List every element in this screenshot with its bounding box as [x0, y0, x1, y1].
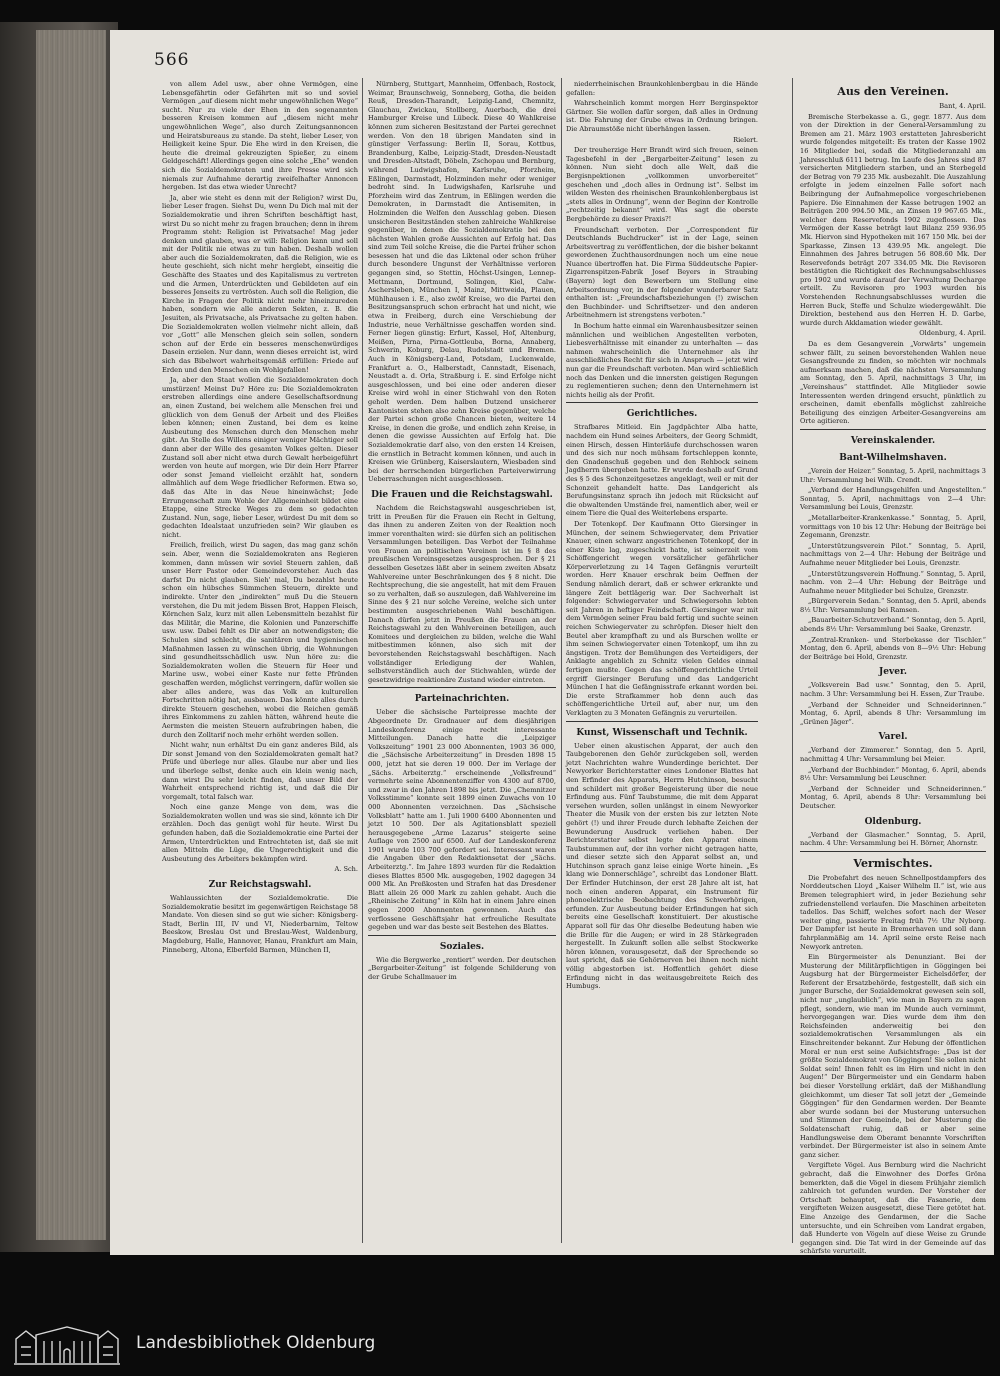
- calendar-entry: „Verband der Handlungsgehilfen und Angestellten.“ Sonntag, 5. April, nachmittags von 2—4 Uhr: Versammlung bei Louis, Grenzstr.: [800, 486, 986, 512]
- library-footer: [0, 1316, 1000, 1376]
- calendar-entry: „Unterstützungsverein Pilot.“ Sonntag, 5. April, nachmittags von 2—4 Uhr: Hebung der Beiträge und Aufnahme neuer Mitglieder bei Louis, Grenzstr.: [800, 541, 986, 567]
- paragraph: niederrheinischen Braunkohlenbergbau in die Hände gefallen:: [566, 80, 758, 97]
- calendar-entry: „Unterstützungsverein Hoffnung.“ Sonntag, 5. April, nachm. von 2—4 Uhr: Hebung der Beiträge und Aufnahme neuer Mitglieder bei Schulze, Grenzstr.: [800, 569, 986, 595]
- paragraph: Die Probefahrt des neuen Schnellpostdampfers des Norddeutschen Lloyd „Kaiser Wilhelm II.“ ist, wie aus Bremen telegraphiert wird, in jeder Beziehung sehr zufriedenstellend verlaufen. Die Maschinen arbeiteten tadellos. Das Schiff, welches sofort nach der Weser weiter ging, passierte Freitag früh 7½ Uhr Nyborg. Der Dampfer ist heute in Bremerhaven und soll dann fahrplanmäßig am 14. April seine erste Reise nach Newyork antreten.: [800, 873, 986, 951]
- paragraph: Vergiftete Vögel. Aus Bernburg wird die Nachricht gebracht, daß die Einwohner des Dorfes Gröna bemerkten, daß die Vögel in diesem Frühjahr ziemlich zahlreich tot gefunden wurden. Der Vorsteher der Ortschaft behauptet, daß die Fasanerie, dem vergifteten Weizen ausgesetzt, diese Tiere getötet hat. Eine Anzeige des Gendarmen, der die Sache untersuchte, und ein Schreiben vom Landrat ergaben, daß Hunderte von Vögeln auf diese Weise zu Grunde gegangen sind. Die Tat wird in der Gemeinde auf das schärfste verurteilt.: [800, 1161, 986, 1256]
- calendar-entry: „Verband der Schneider und Schneiderinnen.“ Montag, 6. April, abends 8 Uhr: Versammlung bei Deutscher.: [800, 784, 986, 810]
- paragraph: Nachdem die Reichstagswahl ausgeschrieben ist, tritt in Preußen für die Frauen ein Recht in Geltung, das ihnen zu anderen Zeiten von der Reaktion noch immer vorenthalten wird: sie dürfen sich an politischen Versammlungen beteiligen. Das Verbot der Teilnahme von Frauen an politischen Vereinen ist im § 8 des preußischen Vereinsgesetzes ausgesprochen. Der § 21 desselben Gesetzes läßt aber in seinem zweiten Absatz Wahlvereine unter Beschränkungen des § 8 nicht. Die Rechtsprechung, die sie angestellt, hat mit dem Frauen so zu verhalten, daß so auszulegen, daß Wahlvereine im Sinne des § 21 nur solche Vereine, welche sich unter bestimmten ausgeschriebenen Wahl beschäftigen. Danach dürfen jetzt in Preußen die Frauen an der Reichstagswahl zu den Wahlvereinen beteiligen, auch Komitees und dergleichen zu bilden, welche die Wahl mitbestimmen können, also sich mit der bevorstehenden Reichstagswahl beschäftigen. Nach vollständiger Erledigung der Wahlen, selbstverständlich auch der Stichwahlen, würde der gesetzwidrige reaktionäre Zustand wieder eintreten.: [368, 503, 556, 684]
- page-number: 566: [154, 50, 190, 70]
- paragraph: Der treuherzige Herr Brandt wird sich freuen, seinen Tagesbefehl in der „Bergarbeiter-Zeitung“ lesen zu können. Nun sieht doch alle Welt, daß die Bergisnpektionen „vollkommen unvorbereitet“ geschehen und „doch alles in Ordnung ist“. Selbst im wilden Westen des rheinischen Braunkohlenbergbaus ist „stets alles in Ordnung“, wenn der Beginn der Kontrolle „rechtzeitig bekannt“ wird. Was sagt die oberste Bergbehörde zu dieser Praxis?!: [566, 146, 758, 223]
- section-heading: Gerichtliches.: [626, 409, 698, 420]
- library-building-icon: [12, 1323, 122, 1367]
- paragraph: Ein Bürgermeister als Denunziant. Bei der Musterung der Militärpflichtigen in Göggingen bei Augsburg hat der Bürgermeister Eichelsdörfer, der Referent der Ersatzbehörde, festgestellt, daß sich ein junger Bursche, der Sozialdemokrat gewesen sein soll, nicht nur „unglaublich“, wie man in Bayern zu sagen pflegt, sondern, wie man im Munde auch vernimmt, hervorgegangen war. Dies wurde dem ihm den Reichsfeinden anderweitig bei den sozialdemokratischen Versammlungen als ein Einschreitender bekannt. Zur Hebung der öffentlichen Moral er nun erst seine Aufsichtsfrage: „Das ist der größte Sozialdemokrat von Göggingen! Sie sollen nicht Soldat sein! Ihnen fehlt es im Hirn und nicht in den Augen!“ Der Bürgermeister und ein Gendarm haben bei dieser Vorstellung erklärt, daß der Mißhandlung gleichkommt, um dieser Tat soll jetzt der „Gemeinde Göggingen“ für den Gendarmen werden. Der Beamte aber wurde sodann bei der Musterung untersuchen und Stimmen der Gemeinde, bei der Musterung die Soldatenschaft ruhig, daß er aber seine Handlungsweise dem Oberamt benannte Vorschriften verbindet. Der Bürgermeister ist also in seinem Amte ganz sicher.: [800, 953, 986, 1159]
- paragraph: Ja, aber den Staat wollen die Sozialdemokraten doch umstürzen! Meinst Du? Höre zu: Die Sozialdemokraten erstreben allerdings eine andere Gesellschaftsordnung an, einen Zustand, bei welchem alle Menschen frei und glücklich von dem Genuß der Arbeit und des Fleißes leben können; einen Zustand, bei dem es keine Ausbeutung des Menschen durch den Menschen mehr gibt. An Stelle des Willens einiger weniger Mächtiger soll dann aber der Wille des gesamten Volkes gelten. Dieser Zustand soll aber nicht etwa durch Gewalt herbeigeführt werden von heute auf morgen, wie Dir dein Herr Pfarrer oder sonst Jemand vielleicht erzählt hat, sondern allmählich auf dem Wege friedlicher Reformen. Etwa so, daß das Alte in das Neue hineinwächst; Jede Errungenschaft zum Wohle der Allgemeinheit bildet eine Etappe, eine Strecke Weges zu dem so gedachten Zustand. Nun, sage, lieber Leser, würdest Du mit dem so gedachten Idealstaat unzufrieden sein? Wir glauben es nicht.: [162, 376, 358, 539]
- page-edges: [36, 30, 106, 1240]
- section-heading: Aus den Vereinen.: [837, 85, 949, 98]
- column-rule: [561, 78, 562, 1243]
- section-divider: [368, 687, 556, 688]
- section-heading: Vereinskalender.: [850, 435, 936, 446]
- section-heading: Kunst, Wissenschaft und Technik.: [576, 727, 748, 738]
- paragraph: Wie die Bergwerke „rentiert“ werden. Der deutschen „Bergarbeiter-Zeitung“ ist folgende Schilderung von der Grube Schallmauer im: [368, 955, 556, 981]
- library-name: Landesbibliothek Oldenburg: [136, 1333, 376, 1353]
- calendar-entry: „Metallarbeiter-Krankenkasse.“ Sonntag, 5. April, vormittags von 10 bis 12 Uhr: Hebung der Beiträge bei Zegemann, Grenzstr.: [800, 513, 986, 540]
- paragraph: Bremische Sterbekasse a. G., gegr. 1877. Aus dem von der Direktion in der General-Versammlung zu Bremen am 21. März 1903 erstatteten Jahresbericht wurde folgendes mitgeteilt: Es traten der Kasse 1902 16 Mitglieder bei, sodaß die Mitgliederanzahl am Jahresschluß 6111 betrug. Im Laufe des Jahres sind 87 versicherten Mitgliedern starben, und an Sterbegeld der Betrag von 79 235 Mk. ausbezahlt. Die Auszahlung erfolgte in jedem einzelnen Falle sofort nach Beibringung der Aufnahmepolice vorgeschriebenen Papiere. Die Einnahmen der Kasse betrugen 1902 an Beiträgen 200 994.50 Mk., an Zinsen 19 967.65 Mk., welcher dem Reservefonds 1902 zugeflossen. Das Vermögen der Kasse beträgt laut Bilanz 259 936.95 Mk. Hiervon sind Hypotheken mit 167 150 Mk. bei der Sparkasse, Zinsen 13 439.95 Mk. angelegt. Die Einnahmen des Jahres betrugen 56 808.60 Mk. Der Reservefonds beträgt 207 334.05 Mk. Die Revisoren bestätigten die Richtigkeit des Rechnungsabschlusses pro 1902 und wurde darauf der Verwaltung Decharge erteilt. Zu Revisoren pro 1903 wurden bis Vorstehenden Rechnungsabschlusses wurden die Herren Buck, Steffe und Schulze wiedergewählt. Die Direktion, bestehend aus den Herren H. D. Garbe, wurde durch Akklamation wieder gewählt.: [800, 112, 986, 327]
- paragraph: Ja, aber wie steht es denn mit der Religion? wirst Du, lieber Leser fragen. Siehst Du, wenn Du Dich mal mit der Sozialdemokratie und ihren Schriften beschäftigt hast, wirst Du so nicht mehr zu fragen brauchen; denn in ihrem Programm steht: Religion ist Privatsache! Mag jeder denken und glauben, was er will: Religion kann und soll mit der Politik nie etwas zu tun haben. Deshalb wollen aber auch die Sozialdemokraten, daß die Religion, wie es heute geschieht, sich nicht mehr herglebt, einseitig die Geschäfte des Staates und des Kapitalismus zu vertreten und die Armen, Unterdrückten und Gebildeten auf ein besseres Jenseits zu vertrösten. Auch soll die Religion, die Kirche in Fragen der Politik nicht mehr hineinzureden haben, sondern wie alle anderen Sekten, z. B. die Jesuiten, als Privatsache, als Privatsache zu gelten haben. Die Sozialdemokraten wollen vielmehr nicht allein, daß vor „Gott“ alle Menschen gleich sein sollen, sondern schon auf der Erde ein besseres menschenwürdiges Dasein erzielen. Nur dann, wenn dieses erreicht ist, wird sich das Bibelwort wahrheitsgemäß erfüllen: Friede auf Erden und den Menschen ein Wohlgefallen!: [162, 193, 358, 374]
- calendar-entry: „Verband der Buchbinder.“ Montag, 6. April, abends 8½ Uhr: Versammlung bei Leuschner.: [800, 765, 986, 783]
- paragraph: Freundschaft verboten. Der „Correspondent für Deutschlands Buchdrucker“ ist in der Lage, seinen Arbeitsvertrag zu veröffentlichen, der die bisher bekannt gewordenen Zuchthausordnungen noch um eine neue Nuance übertroffen hat. Die Firma Süddeutsche Papier-Zigarrenspitzen-Fabrik Josef Beyers in Straubing (Bayern) legt den Bewerbern um Stellung eine Arbeitsordnung vor, in der folgender wunderbarer Satz enthalten ist: „Freundschaftsbeziehungen (!) zwischen den Buchbinder- und Schriftsetzer- und den anderen Arbeitnehmern ist strengstens verboten.“: [566, 225, 758, 320]
- section-heading: Die Frauen und die Reichstagswahl.: [371, 489, 553, 500]
- paragraph: Noch eine ganze Menge von dem, was die Sozialdemokraten wollen und was sie sind, könnte ich Dir erzählen. Doch das genügt wohl für heute. Wirst Du gefunden haben, daß die Sozialdemokratie eine Partei der Armen, Unterdrückten und Entrechteten ist, daß sie mit allen Mitteln die Lüge, die Ungerechtigkeit und die Ausbeutung des Arbeiters bekämpfen wird.: [162, 803, 358, 863]
- paragraph: Nürnberg, Stuttgart, Mannheim, Offenbach, Rostock, Weimar, Braunschweig, Sonneberg, Gotha, die beiden Reuß, Dresden-Tharandt, Leipzig-Land, Chemnitz, Glauchau, Zwickau, Stollberg, Auerbach, die drei Hamburger Kreise und Lübeck. Diese 40 Wahlkreise können zum sicheren Besitzstand der Partei gerechnet werden. Von den 18 übrigen Mandaten sind in günstiger Verfassung: Berlin II, Sorau, Kottbus, Brandenburg, Kalbe, Leipzig-Stadt, Dresden-Neustadt und Dresden-Altstadt, Döbeln, Zschopau und Bernburg, während Ludwigshafen, Karlsruhe, Pforzheim, Eßlingen, Darmstadt, Holzminden mehr oder weniger bedroht sind. In Ludwigshafen, Karlsruhe und Pforzheim wird das Zentrum, in Eßlingen werden die Demokraten, in Darmstadt die Antisemiten, in Holzminden die Welfen den Ausschlag geben. Diesen unsicheren Besitzständen stehen zahlreiche Wahlkreise gegenüber, in denen die Sozialdemokratie bei den nächsten Wahlen große Aussichten auf Erfolg hat. Das sind zum Teil solche Kreise, die die Partei früher schon besessen hat und die das Liktenal oder schon früher durch besondere Ungunst der Verhältnisse verloren gegangen sind, so Stettin, Höchst-Usingen, Lennep-Mettmann, Dortmund, Solingen, Kiel, Calw-Aschersleben, München I, Mainz, Mittweida, Plauen, Mühlhausen i. E., also zwölf Kreise, wo die Partei den Besitzungsanspruch schon erbracht hat und nicht, wie etwa in Freiberg, durch eine Verschiebung der Industrie, neue Verhältnisse geschaffen worden sind. Ferner liegen günstig: Erfurt, Kassel, Hof, Altenburg, Meißen, Pirna, Pirna-Gottleuba, Borna, Annaberg, Schwerin, Koburg, Delau, Rudolstadt und Bremen. Auch in Königsberg-Land, Potsdam, Luckenwalde, Frankfurt a. O., Halberstadt, Cannstadt, Eisenach, Neustadt a. d. Orla, Straßburg i. E. sind Erfolge nicht ausgeschlossen, und bei eine oder anderen dieser Kreise wird wohl in einer Stichwahl von den Roten geholt werden. Dem halben Dutzend unsicherer Kantonisten stehen also zehn Kreise gegenüber, welche der Partei schon große Chancen bieten, weitere 14 Kreise, in denen die große, und endlich zehn Kreise, in denen die gewisse Aussichten auf Erfolg hat. Die Sozialdemokratie darf also, von den ersten 14 Kreisen, die ernstlich in Betracht kommen können, und auch in Kreisen wie Grünberg, Kaiserslautern, Wiesbaden sind bei der herrschenden bürgerlichen Parteiverwirrung Ueberraschungen nicht ausgeschlossen.: [368, 80, 556, 484]
- paragraph: von allem Adel usw., aber ohne Vermögen, eine Lebensgefährtin oder Gefährten mit so und soviel Vermögen „auf diesem nicht mehr ungewöhnlichen Wege“ sucht. Nur zu viele der Ehen in den sogenannten besseren Kreisen kommen auf „diesem nicht mehr ungewöhnlichen Wege“, also durch Zeitungsannoncen und Heiratsbureaus zu stande. Da steht, lieber Leser, von Heiligkeit keine Spur. Die Ehe wird in den Kreisen, die heute die dreimal gekreuzigten Spießer, zu einem Geldgeschäft! Allerdings gegen eine solche „Ehe“ wenden sich die Sozialdemokraten und ihre Presse wird sich niemals zur Aufnahme derartig zweifelhafter Annoncen hergeben. Ist das etwa wieder Unrecht?: [162, 80, 358, 192]
- calendar-entry: „Zentral-Kranken- und Sterbekasse der Tischler.“ Montag, den 6. April, abends von 8—9½ Uhr: Hebung der Beiträge bei Hold, Grenzstr.: [800, 635, 986, 661]
- section-divider: [566, 402, 758, 403]
- calendar-entry: „Bauarbeiter-Schutzverband.“ Sonntag, den 5. April, abends 8½ Uhr: Versammlung bei Saake, Grenzstr.: [800, 616, 986, 634]
- section-divider: [800, 851, 986, 852]
- calendar-entry: „Verband der Glasmacher.“ Sonntag, 5. April, nachm. 4 Uhr: Versammlung bei H. Börner, Ahornstr.: [800, 830, 986, 848]
- column-rule: [362, 78, 363, 1243]
- dateline: Bant, 4. April.: [939, 102, 986, 110]
- author-signature: Rielert.: [733, 135, 758, 144]
- section-divider: [566, 721, 758, 722]
- subheading: Varel.: [878, 732, 908, 743]
- paragraph: Ueber einen akustischen Apparat, der auch den Taubgeborenen den Gehör zurückgeben soll, werden jetzt Nachrichten wahre Wunderdinge berichtet. Der Newyorker Berichterstatter eines Londoner Blattes hat den Erfinder des Apparats, Herrn Hutchinson, besucht und schildert mit großer Begeisterung über die neue Erfindung aus. Fünf Taubstumme, die mit dem Apparat versehen wurden, sollen unlängst in einem Newyorker Theater die Musik von der ersten bis zur letzten Note gehört (!) und ihrer Freude durch lebhafte Zeichen der Bewunderung Ausdruck verliehen haben. Der Berichterstatter selbst legte den Apparat einem Taubstummen auf, der ihn vorher nicht getragen hatte, und dieser setzte sich den Apparat selbst an, und Hutchinson sprach ganz leise einige Worte hinein. „Es klang wie Donnerschläge“, schreibt das Londoner Blatt. Der Erfinder Hutchinson, der erst 28 Jahre alt ist, hat noch einen anderen Apparat, ein Instrument für phonoelektrische Beobachtung des Schwerhörigen, erfunden. Zur Ausbeutung beider Erfindungen hat sich bereits eine Gesellschaft konstituiert. Der akustische Apparat soll für das Ohr dieselbe Bedeutung haben wie die Brille für die Augen; er wird in 28 Stärkegraden hergestellt. In Zukunft sollen alle selbst Stockwerke hören können, vorausgesetzt, daß der Sprechende so laut spricht, daß sie Gehörnerven bei ihnen noch nicht völlig abgestorben ist. Hoffentlich gehört diese Erfindung nicht in das weitausgebreitete Reich des Humbugs.: [566, 741, 758, 991]
- subheading: Jever.: [879, 667, 907, 678]
- paragraph: Wahrscheinlich kommt morgen Herr Berginspektor Gärtner. Sie wollen dafür sorgen, daß alles in Ordnung ist. Die Fahrung der Grube etwas in Ordnung bringen. Die Abraumstöße nicht überhängen lassen.: [566, 99, 758, 133]
- column-1: [162, 80, 358, 1240]
- column-rule: [792, 78, 793, 1243]
- paragraph: Nicht wahr, nun erhältst Du ein ganz anderes Bild, als Dir sonst Jemand von den Sozialdemokraten gemalt hat? Prüfe und überlege nur alles. Glaube nur aber und lies und überlege selbst, denke auch ein klein wenig nach, dann wirst Du sehr leicht finden, daß unser Bild der Wahrheit entsprechend richtig ist, und daß die Dir vorgemalt, total falsch war.: [162, 741, 358, 801]
- column-2: [368, 80, 556, 1240]
- calendar-entry: „Verband der Zimmerer.“ Sonntag, den 5. April, nachmittag 4 Uhr: Versammlung bei Meier.: [800, 746, 986, 763]
- paragraph: Wahlaussichten der Sozialdemokratie. Die Sozialdemokratie besitzt im gegenwärtigen Reichstage 58 Mandate. Von diesen sind so gut wie sicher: Königsberg-Stadt, Berlin III, IV und VI, Niederbarnim, Teltow Beeskow, Breslau Ost und Breslau-West, Waldenburg, Magdeburg, Halle, Hannover, Hanau, Frankfurt am Main, Pinneberg, Altona, Elberfeld Barmen, München II,: [162, 894, 358, 954]
- section-heading: Soziales.: [439, 941, 485, 952]
- newspaper-page: [110, 30, 994, 1255]
- section-divider: [800, 429, 986, 430]
- calendar-entry: „Verein der Heizer.“ Sonntag, 5. April, nachmittags 3 Uhr: Versammlung bei Wilh. Crendt.: [800, 466, 986, 484]
- subheading: Bant-Wilhelmshaven.: [839, 452, 947, 463]
- section-heading: Vermischtes.: [853, 856, 933, 870]
- column-3: [566, 80, 758, 1240]
- section-divider: [368, 935, 556, 936]
- paragraph: Da es dem Gesangverein „Vorwärts“ ungemein schwer fällt, zu seinen bevorstehenden Wahlen neue Gesangsfreunde zu finden, so möchten wir nochmals aufmerksam machen, daß die nächsten Versammlung am Sonntag, den 5. April, nachmittags 3 Uhr, im „Vereinshaus“ stattfindet. Alle Mitglieder sowie Interessenten werden dringend ersucht, pünktlich zu erscheinen, damit ebenfalls möglichst zahlreiche Beteiligung des einzigen Arbeiter-Gesangvereins am Orte agitieren.: [800, 340, 986, 426]
- column-4: [800, 80, 986, 1256]
- subheading: Oldenburg.: [864, 816, 922, 827]
- calendar-entry: „Bürgerverein Sedan.“ Sonntag, den 5. April, abends 8½ Uhr: Versammlung bei Ramsen.: [800, 597, 986, 614]
- author-signature: A. Sch.: [334, 865, 358, 874]
- paragraph: Der Totenkopf. Der Kaufmann Otto Giersinger in München, der seinem Schwiegervater, dem Privatier Knauer, einen schwarz angestrichenen Totenkopf, der in einer Kiste lag, zugeschickt hatte, ist seinerzeit vom Schöffengericht wegen vorsätzlicher gefährlicher Körperverletzung zu 14 Tagen Gefängnis verurteilt worden. Herr Knauer erschrak beim Oeffnen der Sendung nämlich derart, daß er schwer erkrankte und längere Zeit bettlägerig war. Der Sachverhalt ist folgender: Schwiegervater und Schwiegersohn lebten seit Jahren in heftiger Feindschaft. Giersinger war mit dem Vermögen seiner Frau bald fertig und suchte seinen reichen Schwiegervater zu schröpfen. Dieser hielt den Beutel aber krampfhaft zu und als Burschen wollte er ihm seinen Schwiegervater einen Totenkopf, um ihn zu ängstigen. Trotz der Bemühungen des Verteidigers, der Anklagte angeblich zu Schnitz vielen Geldes einmal fertigen mußte. Gegen das schöffengerichtliche Urteil ergriff Giersinger Berufung und das Landgericht München I hat die Gefängnisstrafe erkannt worden bei. Die erste Strafkammer hob denn auch das schöffengerichtliche Urteil auf, aber nur, um den Verklagten zu 3 Monaten Gefängnis zu verurteilen.: [566, 519, 758, 717]
- section-heading: Zur Reichstagswahl.: [208, 880, 312, 891]
- paragraph: Freilich, freilich, wirst Du sagen, das mag ganz schön sein. Aber, wenn die Sozialdemokraten ans Regieren kommen, dann müssen wir soviel Steuern zahlen, daß unser Herr Pastor oder Gemeindevorsteher. Auch das darfst Du nicht glauben. Sieh' mal, Du bezahlst heute schon ein hübsches Sümmchen Steuern, direkte und indirekte. Unter den „indirekten“ muß Du die Steuern verstehen, die Du mit jedem Bissen Brot, Happen Fleisch, Körnchen Salz, kurz mit allen Lebensmitteln bezahlst für das Militär, die Marine, die Kolonien und Panzerschiffe usw. usw. Dabei fehlt es Dir aber an notwendigsten; die Schulen sind schlecht, die sanitären und hygienischen Maßnahmen lassen zu wünschen übrig, die Wohnungen sind gesundheitsschädlich usw. Nun höre zu: die Sozialdemokraten wollen die Steuern für Heer und Marine usw., wobei einer Kaste nur fette Pfründen geschaffen werden, möglichst verringern, dafür wollen sie aber alles andere, was das Volk an kulturellen Fortschritten nötig hat, ausbauen. Das könnte alles durch direkte Steuern geschehen, wobei die Reichen gemäß ihres Einkommens zu zahlen hätten, während heute die Aermsten die meisten Steuern aufzubringen haben, die durch den Zolltarif noch mehr erhöht werden sollen.: [162, 541, 358, 739]
- calendar-entry: „Verband der Schneider und Schneiderinnen.“ Montag, 6. April, abends 8 Uhr: Versammlung im „Grünen Jäger“.: [800, 700, 986, 726]
- calendar-entry: „Volksverein Bad usw.“ Sonntag, den 5. April, nachm. 3 Uhr: Versammlung bei H. Essen, Zur Traube.: [800, 681, 986, 699]
- paragraph: Ueber die sächsische Parteipresse machte der Abgeordnete Dr. Gradnauer auf dem diesjährigen Landeskonferenz einige recht interessante Mitteilungen. Danach hatte die „Leipziger Volkszeitung“ 1901 23 000 Abonnenten, 1903 36 000, die „Sächsische Arbeiterzeitung“ in Dresden 1898 15 000, jetzt hat sie deren 19 000. Der im Verlage der „Sächs. Arbeiterztg.“ erscheinende „Volksfreund“ vermehrte seine Abonnentenziffer von 4300 auf 8700, und zwar in den Jahren 1898 bis jetzt. Die „Chemnitzer Volksstimme“ konnte seit 1899 einen Zuwachs von 10 000 Abonnenten verzeichnen. Das „Sächsische Volksblatt“ hatte am 1. Juli 1900 6400 Abonnenten und jetzt 10 500. Der als Agitationsblatt speziell herausgegebene „Arme Lazarus“ steigerte seine Auflage von 2500 auf 6500. Auf der Landeskonferenz 1901 wurde 103 700 gefordert sei. Interessant waren die Angaben über den Redaktionsetat der „Sächs. Arbeiterztg.“. Im Jahre 1893 wurden für die Redaktion dieses Blattes 8500 Mk. ausgegeben, 1902 dagegen 34 000 Mk. An Preßkosten und Strafen hat das Dresdener Blatt allein 26 000 Mark zu zahlen gehabt. Auch die „Rheinische Zeitung“ in Köln hat in einem Jahre einen gegen 2000 Abonnenten gewonnen. Auch das verflossene Geschäftsjahr hat erfreuliche Resultate gegeben und war das beste seit Bestehen des Blattes.: [368, 708, 556, 932]
- paragraph: Strafbares Mitleid. Ein Jagdpächter Alba hatte, nachdem ein Hund seines Arbeiters, der Georg Schmidt, einen Hirsch, dessen Hinterläufe durchschossen waren und des sich nur noch mühsam fortschleppen konnte, den Gnadenschuß gegeben und den Rehbock seinem Jagdherrn übergeben hatte. Er wurde deshalb auf Grund des § 5 des Schonzeitgesetzes angeklagt, weil er mit der Schonzeit gehandelt hatte. Das Landgericht als Berufungsinstanz sprach ihn jedoch mit Rücksicht auf die obwaltenden Umstände frei, namentlich aber, weil er einem Tiere die Qual des Weiterlebens ersparte.: [566, 423, 758, 518]
- dateline: Oldenburg, 4. April.: [919, 329, 986, 338]
- paragraph: In Bochum hatte einmal ein Warenhausbesitzer seinen männlichen und weiblichen Angestellten verboten, Liebesverhältnisse mit einander zu unterhalten — das nahmen wahrscheinlich die Unternehmer als ihr ausschließliches Recht für sich in Anspruch — jetzt wird nun gar die Freundschaft verboten. Man wird schließlich noch das Denken und die innersten geistigen Regungen zu reglementieren suchen; denn den Unternehmern ist nichts heilig als der Profit.: [566, 322, 758, 399]
- section-heading: Parteinachrichten.: [414, 694, 510, 705]
